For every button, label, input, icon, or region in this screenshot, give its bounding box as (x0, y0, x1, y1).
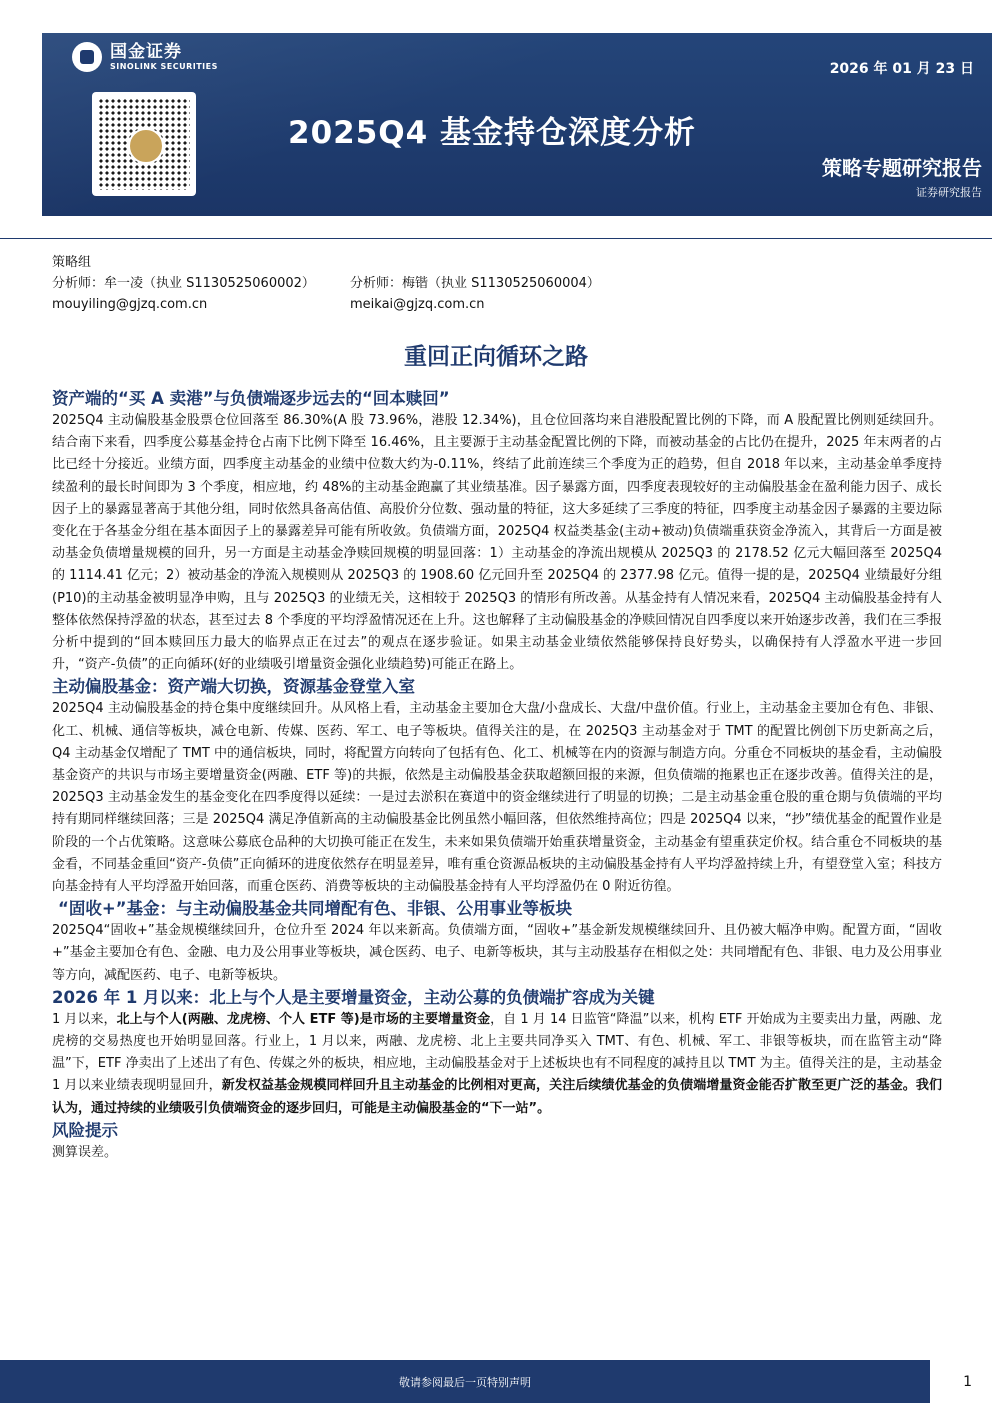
report-body (52, 388, 942, 1164)
report-title: 2025Q4 基金持仓深度分析 (288, 115, 696, 151)
section-heading: 风险提示 (52, 1120, 118, 1140)
section-paragraph: 2025Q4“固收+”基金规模继续回升，仓位升至 2024 年以来新高。负债端方面，“固收+”基金新发规模继续回升、且仍被大幅净申购。配置方面，“固收+”基金主要加仓有色、金融、电力及公用事业等板块，减仓医药、电子、电新等板块，其与主动股基存在相似之处：共同增配有色、非银、电力及公用事业等方向，减配医药、电子、电新等板块。 (52, 923, 942, 983)
analyst-1-email[interactable]: mouyiling@gjzq.com.cn (52, 297, 208, 312)
author-block (52, 252, 600, 315)
bold-highlight: 新发权益基金规模同样回升且主动基金的比例相对更高，关注后续绩优基金的负债端增量资金能否扩散至更广泛的基金。我们认为，通过持续的业绩吸引负债端资金的逐步回归，可能是主动偏股基金的“下一站”。 (52, 1078, 942, 1116)
section-paragraph: 1 月以来，北上与个人(两融、龙虎榜、个人 ETF 等)是市场的主要增量资金，自 1 月 14 日监管“降温”以来，机构 ETF 开始成为主要卖出力量，两融、龙虎榜的交易热度也开始明显回落。行业上，1 月以来，两融、龙虎榜、北上主要共同净买入 TMT、有色、机械、军工、非银等板块，而在监管主动“降温”下，ETF 净卖出了上述出了有色、传媒之外的板块，相应地，主动偏股基金对于上述板块也有不同程度的减持且以 TMT 为主。值得关注的是，主动基金 1 月以来业绩表现明显回升，新发权益基金规模同样回升且主动基金的比例相对更高，关注后续绩优基金的负债端增量资金能否扩散至更广泛的基金。我们认为，通过持续的业绩吸引负债端资金的逐步回归，可能是主动偏股基金的“下一站”。 (52, 1011, 942, 1116)
logo-en: SINOLINK SECURITIES (110, 61, 218, 71)
logo-cn: 国金证券 (110, 41, 182, 62)
section-heading: “固收+”基金：与主动偏股基金共同增配有色、非银、公用事业等板块 (58, 899, 573, 919)
logo-icon (72, 42, 102, 72)
author-group: 策略组 (52, 255, 92, 270)
analyst-2: 分析师：梅锴（执业 S1130525060004） (350, 276, 600, 291)
main-title: 重回正向循环之路 (404, 344, 588, 370)
report-subtype: 证券研究报告 (916, 186, 982, 199)
section-paragraph: 2025Q4 主动偏股基金股票仓位回落至 86.30%(A 股 73.96%，港股 12.34%)，且仓位回落均来自港股配置比例的下降，而 A 股配置比例则延续回升。结合南下来看，四季度公募基金持仓占南下比例下降至 16.46%，且主要源于主动基金配置比例的下降，而被动基金的占比仍在提升，2025 年末两者的占比已经十分接近。业绩方面，四季度主动基金的业绩中位数大约为-0.11%，终结了此前连续三个季度为正的趋势，但自 2018 年以来，主动基金单季度持续盈利的最长时间即为 3 个季度，相应地，约 48%的主动基金跑赢了其业绩基准。因子暴露方面，四季度表现较好的主动偏股基金在盈利能力因子、成长因子上的暴露显著高于其他分组，同时依然具备高估值、高股价分位数、强动量的特征，这大多延续了三季度的特征，四季度主动基金因子暴露的主要边际变化在于各基金分组在基本面因子上的暴露差异可能有所收敛。负债端方面，2025Q4 权益类基金(主动+被动)负债端重获资金净流入，其背后一方面是被动基金负债增量规模的回升，另一方面是主动基金净赎回规模的明显回落：1）主动基金的净流出规模从 2025Q3 的 2178.52 亿元大幅回落至 2025Q4 的 1114.41 亿元；2）被动基金的净流入规模则从 2025Q3 的 1908.60 亿元回升至 2025Q4 的 2377.98 亿元。值得一提的是，2025Q4 业绩最好分组(P10)的主动基金被明显净申购，且与 2025Q3 的业绩无关，这相较于 2025Q3 的情形有所改善。从基金持有人情况来看，2025Q4 主动偏股基金持有人整体依然保持浮盈的状态，甚至过去 8 个季度的平均浮盈情况还在上升。这也解释了主动偏股基金的净赎回情况自四季度以来开始逐步改善，我们在三季报分析中提到的“回本赎回压力最大的临界点正在过去”的观点在逐步验证。如果主动基金业绩依然能够保持良好势头，以确保持有人浮盈水平进一步回升，“资产-负债”的正向循环(好的业绩吸引增量资金强化业绩趋势)可能正在路上。 (52, 413, 942, 673)
analyst-2-email[interactable]: meikai@gjzq.com.cn (350, 297, 485, 312)
report-type: 策略专题研究报告 (822, 156, 982, 180)
header-divider (0, 216, 992, 239)
section-paragraph: 测算误差。 (52, 1144, 118, 1160)
bold-highlight: 北上与个人(两融、龙虎榜、个人 ETF 等)是市场的主要增量资金 (116, 1011, 491, 1027)
footer-disclaimer: 敬请参阅最后一页特别声明 (399, 1376, 531, 1389)
analyst-1: 分析师：牟一凌（执业 S1130525060002） (52, 276, 315, 291)
qr-code-icon (92, 92, 196, 196)
company-logo (72, 42, 218, 72)
report-date: 2026 年 01 月 23 日 (829, 61, 974, 77)
section-heading: 2026 年 1 月以来：北上与个人是主要增量资金，主动公募的负债端扩容成为关键 (52, 987, 655, 1007)
page-number: 1 (963, 1374, 972, 1390)
section-heading: 主动偏股基金：资产端大切换，资源基金登堂入室 (52, 677, 415, 697)
section-paragraph: 2025Q4 主动偏股基金的持仓集中度继续回升。从风格上看，主动基金主要加仓大盘/小盘成长、大盘/中盘价值。行业上，主动基金主要加仓有色、非银、化工、机械、通信等板块，减仓电新、传媒、医药、军工、电子等板块。值得关注的是，在 2025Q3 主动基金对于 TMT 的配置比例创下历史新高之后，Q4 主动基金仅增配了 TMT 中的通信板块，同时，将配置方向转向了包括有色、化工、机械等在内的资源与制造方向。分重仓不同板块的基金看，主动偏股基金资产的共识与市场主要增量资金(两融、ETF 等)的共振，依然是主动偏股基金获取超额回报的来源，但负债端的拖累也正在逐步改善。值得关注的是，2025Q3 主动基金发生的基金变化在四季度得以延续：一是过去淤积在赛道中的资金继续进行了明显的切换；二是主动基金重仓股的重仓期与负债端的平均持有期同样继续回落；三是 2025Q4 满足净值新高的主动偏股基金比例虽然小幅回落，但依然维持高位；四是 2025Q4 以来，“抄”绩优基金的配置作业是阶段的一个占优策略。这意味公募底仓品种的大切换可能正在发生，未来如果负债端开始重获增量资金，主动基金有望重获定价权。结合重仓不同板块的基金看，不同基金重回“资产-负债”正向循环的进度依然存在明显差异，唯有重仓资源品板块的主动偏股基金持有人平均浮盈持续上升，有望登堂入室；科技方向基金持有人平均浮盈开始回落，而重仓医药、消费等板块的主动偏股基金持有人平均浮盈仍在 0 附近彷徨。 (52, 701, 942, 895)
section-heading: 资产端的“买 A 卖港”与负债端逐步远去的“回本赎回” (52, 389, 450, 408)
